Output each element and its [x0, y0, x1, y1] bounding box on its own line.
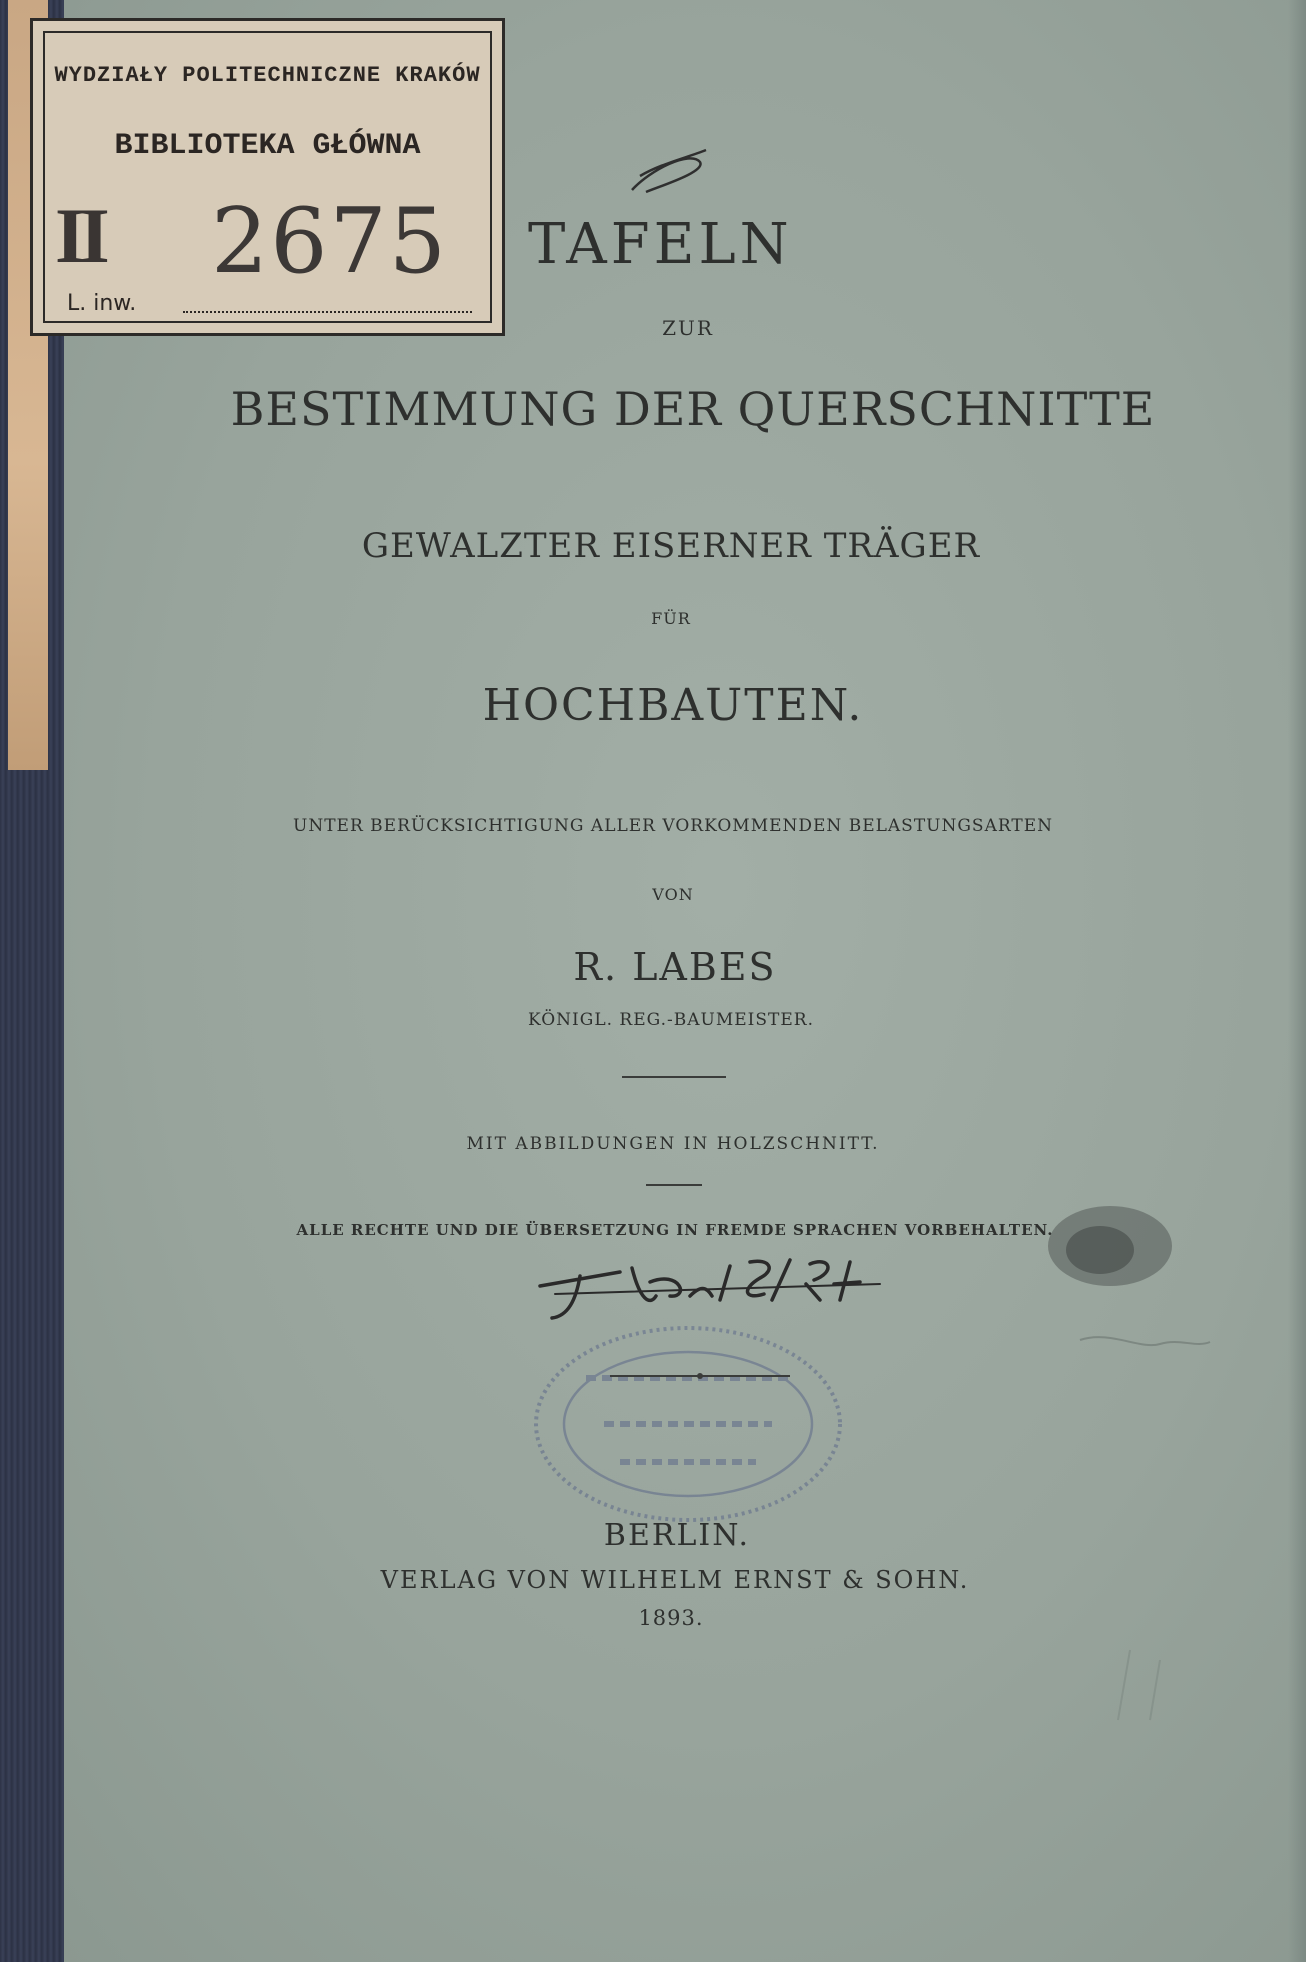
library-label-faculty: WYDZIAŁY POLITECHNICZNE KRAKÓW [54, 63, 481, 88]
library-label-dotted-line [183, 311, 472, 313]
ink-smudge [1048, 1206, 1172, 1286]
subtitle-querschnitte: BESTIMMUNG DER QUERSCHNITTE [230, 382, 1156, 436]
publisher: VERLAG VON WILHELM ERNST & SOHN. [380, 1566, 970, 1594]
title-connector-zur: ZUR [662, 316, 714, 340]
handwritten-mark [632, 150, 706, 192]
library-label [30, 18, 505, 336]
handwritten-inventory-note [540, 1260, 880, 1318]
rights-notice: ALLE RECHTE UND DIE ÜBERSETZUNG IN FREMDE SPRACHEN VORBEHALTEN. [296, 1221, 1054, 1239]
library-label-library: BIBLIOTEKA GŁÓWNA [114, 129, 421, 163]
author-connector-von: VON [652, 885, 694, 904]
book-title: TAFELN [528, 212, 793, 277]
library-label-roman-numeral: II [55, 192, 104, 279]
pencil-mark [1080, 1337, 1210, 1345]
author-name: R. LABES [573, 945, 777, 989]
library-label-inventory-caption: L. inw. [67, 291, 137, 316]
author-title: KÖNIGL. REG.-BAUMEISTER. [527, 1010, 814, 1030]
library-label-inventory-number: 2675 [211, 189, 449, 294]
publication-place: BERLIN. [603, 1518, 751, 1553]
subtitle-traeger: GEWALZTER EISERNER TRÄGER [361, 526, 981, 566]
title-connector-fuer: FÜR [651, 609, 691, 628]
publication-year: 1893. [638, 1606, 704, 1630]
library-stamp [536, 1328, 840, 1520]
subtitle-hochbauten: HOCHBAUTEN. [482, 680, 864, 731]
subtitle-belastungsarten: UNTER BERÜCKSICHTIGUNG ALLER VORKOMMENDEN BELASTUNGSARTEN [293, 816, 1053, 836]
divider-rule [622, 1076, 726, 1078]
divider-rule-short [646, 1184, 702, 1186]
illustrations-note: MIT ABBILDUNGEN IN HOLZSCHNITT. [466, 1134, 880, 1154]
